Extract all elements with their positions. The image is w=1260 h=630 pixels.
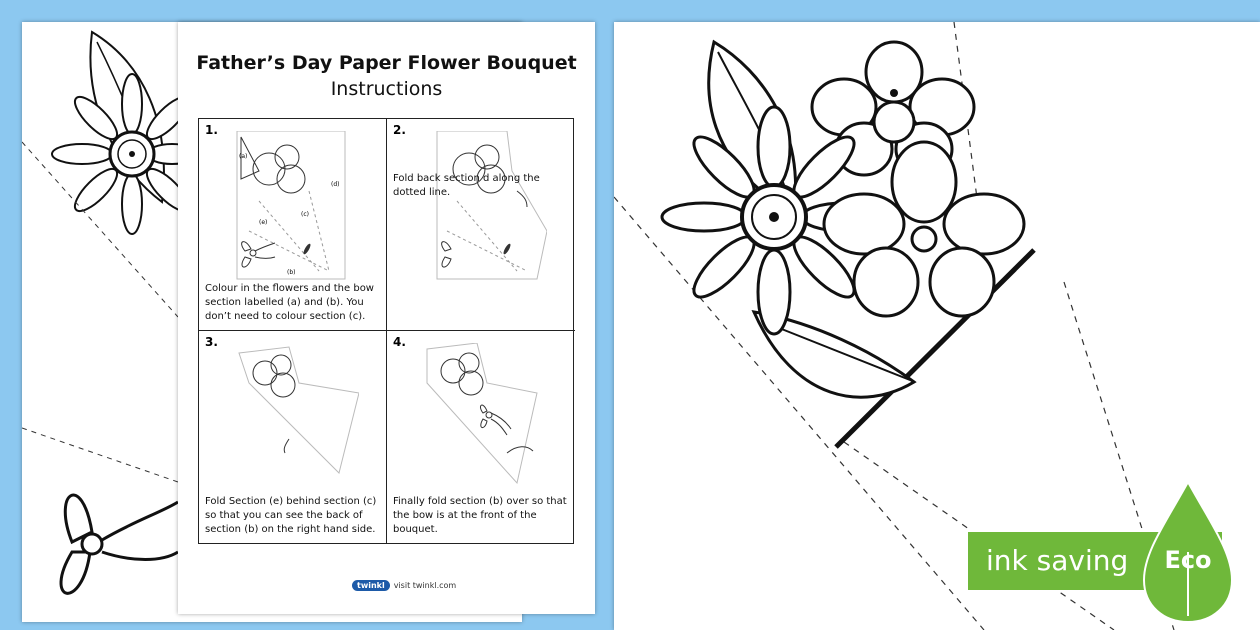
- label-b: (b): [287, 269, 296, 276]
- page-title: Father’s Day Paper Flower Bouquet: [196, 52, 577, 74]
- label-e: (e): [259, 219, 268, 226]
- step-number: 1.: [205, 123, 218, 137]
- step-number: 3.: [205, 335, 218, 349]
- bow-drawing: [61, 495, 178, 593]
- label-a: (a): [239, 153, 248, 160]
- step-number: 2.: [393, 123, 406, 137]
- step-4-diagram: [417, 343, 547, 493]
- step-3-diagram: [229, 343, 359, 483]
- step-1-cell: [199, 119, 387, 331]
- instructions-page: [178, 22, 595, 614]
- step-2-text: Fold back section d along the dotted line.: [393, 173, 540, 198]
- twinkl-logo: twinkl visit twinkl.com: [352, 580, 456, 591]
- label-d: (d): [331, 181, 340, 188]
- step-number: 4.: [393, 335, 406, 349]
- daisy-flower: [52, 74, 197, 234]
- instructions-grid: [198, 118, 574, 544]
- page-subtitle: Instructions: [330, 78, 443, 100]
- label-c: (c): [301, 211, 309, 218]
- step-2-cell: [387, 119, 575, 331]
- step-4-cell: [387, 331, 575, 543]
- ink-saving-label: ink saving: [986, 544, 1129, 577]
- step-3-cell: [199, 331, 387, 543]
- step-3-text: Fold Section (e) behind section (c) so that you can see the back of section (b) on the right hand side.: [205, 496, 377, 535]
- step-2-diagram: [417, 131, 547, 281]
- eco-label: Eco: [1164, 546, 1212, 574]
- step-1-text: Colour in the flowers and the bow section labelled (a) and (b). You don’t need to colour section (c).: [205, 283, 374, 322]
- step-4-text: Finally fold section (b) over so that the bow is at the front of the bouquet.: [393, 496, 567, 535]
